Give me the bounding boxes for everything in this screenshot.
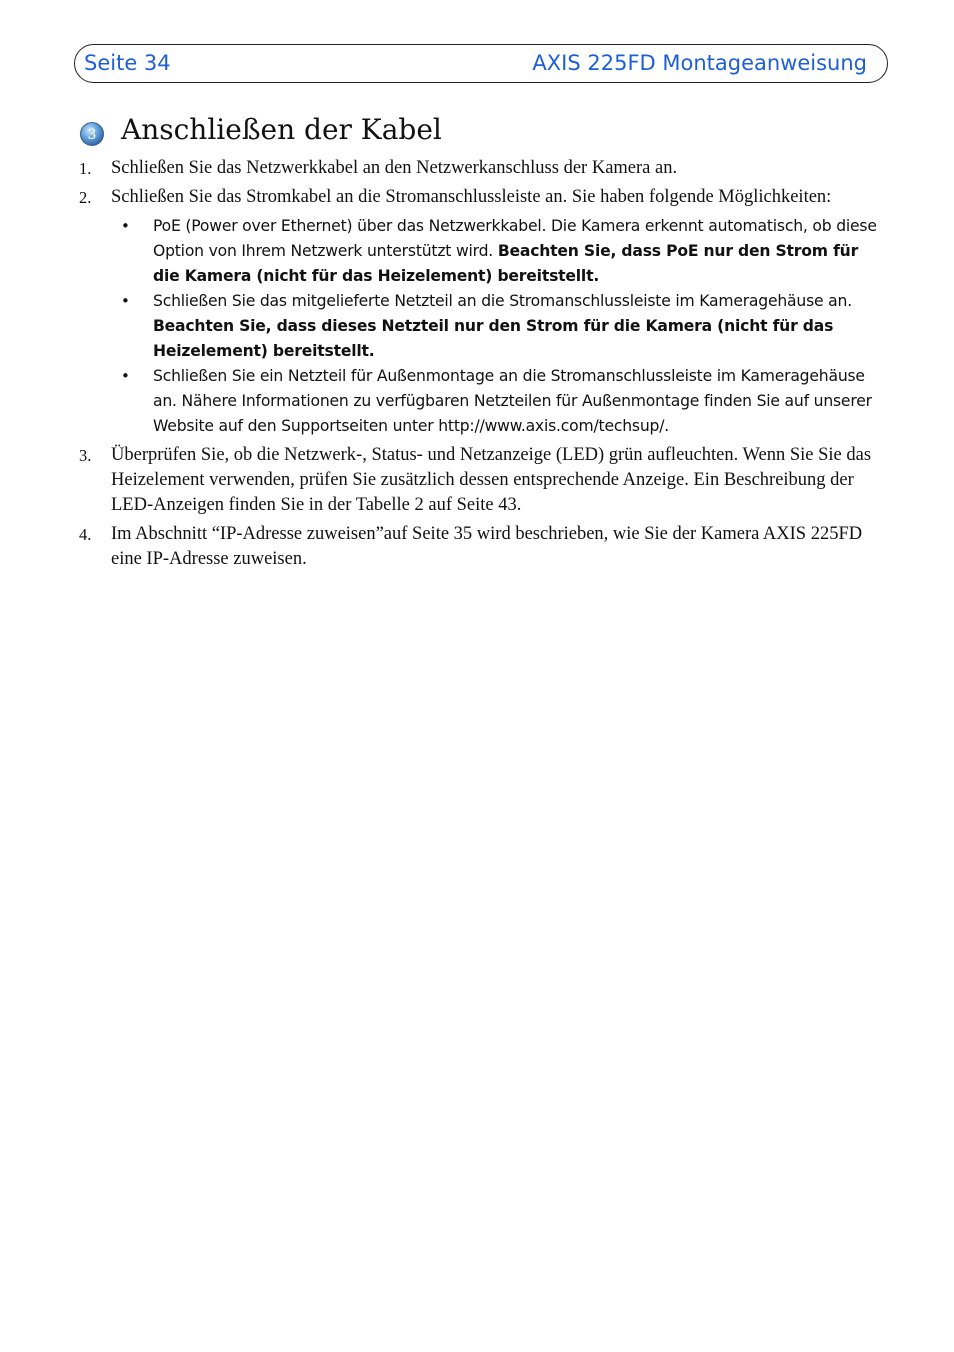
bullet: • — [121, 292, 130, 310]
section-title: Anschließen der Kabel — [121, 113, 442, 146]
bullet: • — [121, 217, 130, 235]
power-option-outdoor — [111, 364, 884, 439]
step-number: 2. — [79, 188, 92, 207]
steps-list — [78, 156, 884, 576]
page-header — [74, 44, 888, 83]
bullet: • — [121, 367, 130, 385]
step-number: 1. — [79, 159, 92, 178]
power-option-adapter — [111, 289, 884, 364]
option-text: Schließen Sie das mitgelieferte Netzteil an die Stromanschlussleiste im Kameragehäuse an. — [153, 292, 852, 310]
option-text: PoE (Power over Ethernet) über das Netzwerkkabel. Die Kamera erkennt automatisch, ob diese Option von Ihrem Netzwerk unterstützt wird. — [153, 217, 877, 260]
step-number-text: 3 — [87, 127, 97, 143]
page-number: Seite 34 — [84, 51, 171, 75]
step-text: Im Abschnitt “IP-Adresse zuweisen”auf Seite 35 wird beschrieben, wie Sie der Kamera AXIS 225FD eine IP-Adresse zuweisen. — [111, 524, 863, 569]
step-number: 3. — [79, 446, 92, 465]
step-number-icon — [80, 122, 104, 146]
step-item — [78, 156, 884, 181]
option-note: Beachten Sie, dass PoE nur den Strom für die Kamera (nicht für das Heizelement) bereitstellt. — [153, 242, 859, 285]
step-item — [78, 443, 884, 518]
option-text: Schließen Sie ein Netzteil für Außenmontage an die Stromanschlussleiste im Kameragehäuse an. Nähere Informationen zu verfügbaren Netzteilen für Außenmontage finden Sie auf unserer Website auf den Supportseiten unter http://www.axis.com/techsup/. — [153, 367, 872, 435]
step-text: Überprüfen Sie, ob die Netzwerk-, Status- und Netzanzeige (LED) grün aufleuchten. Wenn Sie Sie das Heizelement verwenden, prüfen Sie zusätzlich dessen entsprechende Anzeige. Ein Beschreibung der LED-Anzeigen finden Sie in der Tabelle 2 auf Seite 43. — [111, 445, 872, 515]
step-text: Schließen Sie das Stromkabel an die Stromanschlussleiste an. Sie haben folgende Möglichkeiten: — [111, 187, 832, 207]
step-text: Schließen Sie das Netzwerkkabel an den Netzwerkanschluss der Kamera an. — [111, 158, 678, 178]
step-item — [78, 185, 884, 439]
step-number: 4. — [79, 525, 92, 544]
step-item — [78, 522, 884, 572]
option-note: Beachten Sie, dass dieses Netzteil nur den Strom für die Kamera (nicht für das Heizelement) bereitstellt. — [153, 317, 834, 360]
document-title: AXIS 225FD Montageanweisung — [532, 51, 867, 75]
power-options-list — [111, 214, 884, 439]
power-option-poe — [111, 214, 884, 289]
